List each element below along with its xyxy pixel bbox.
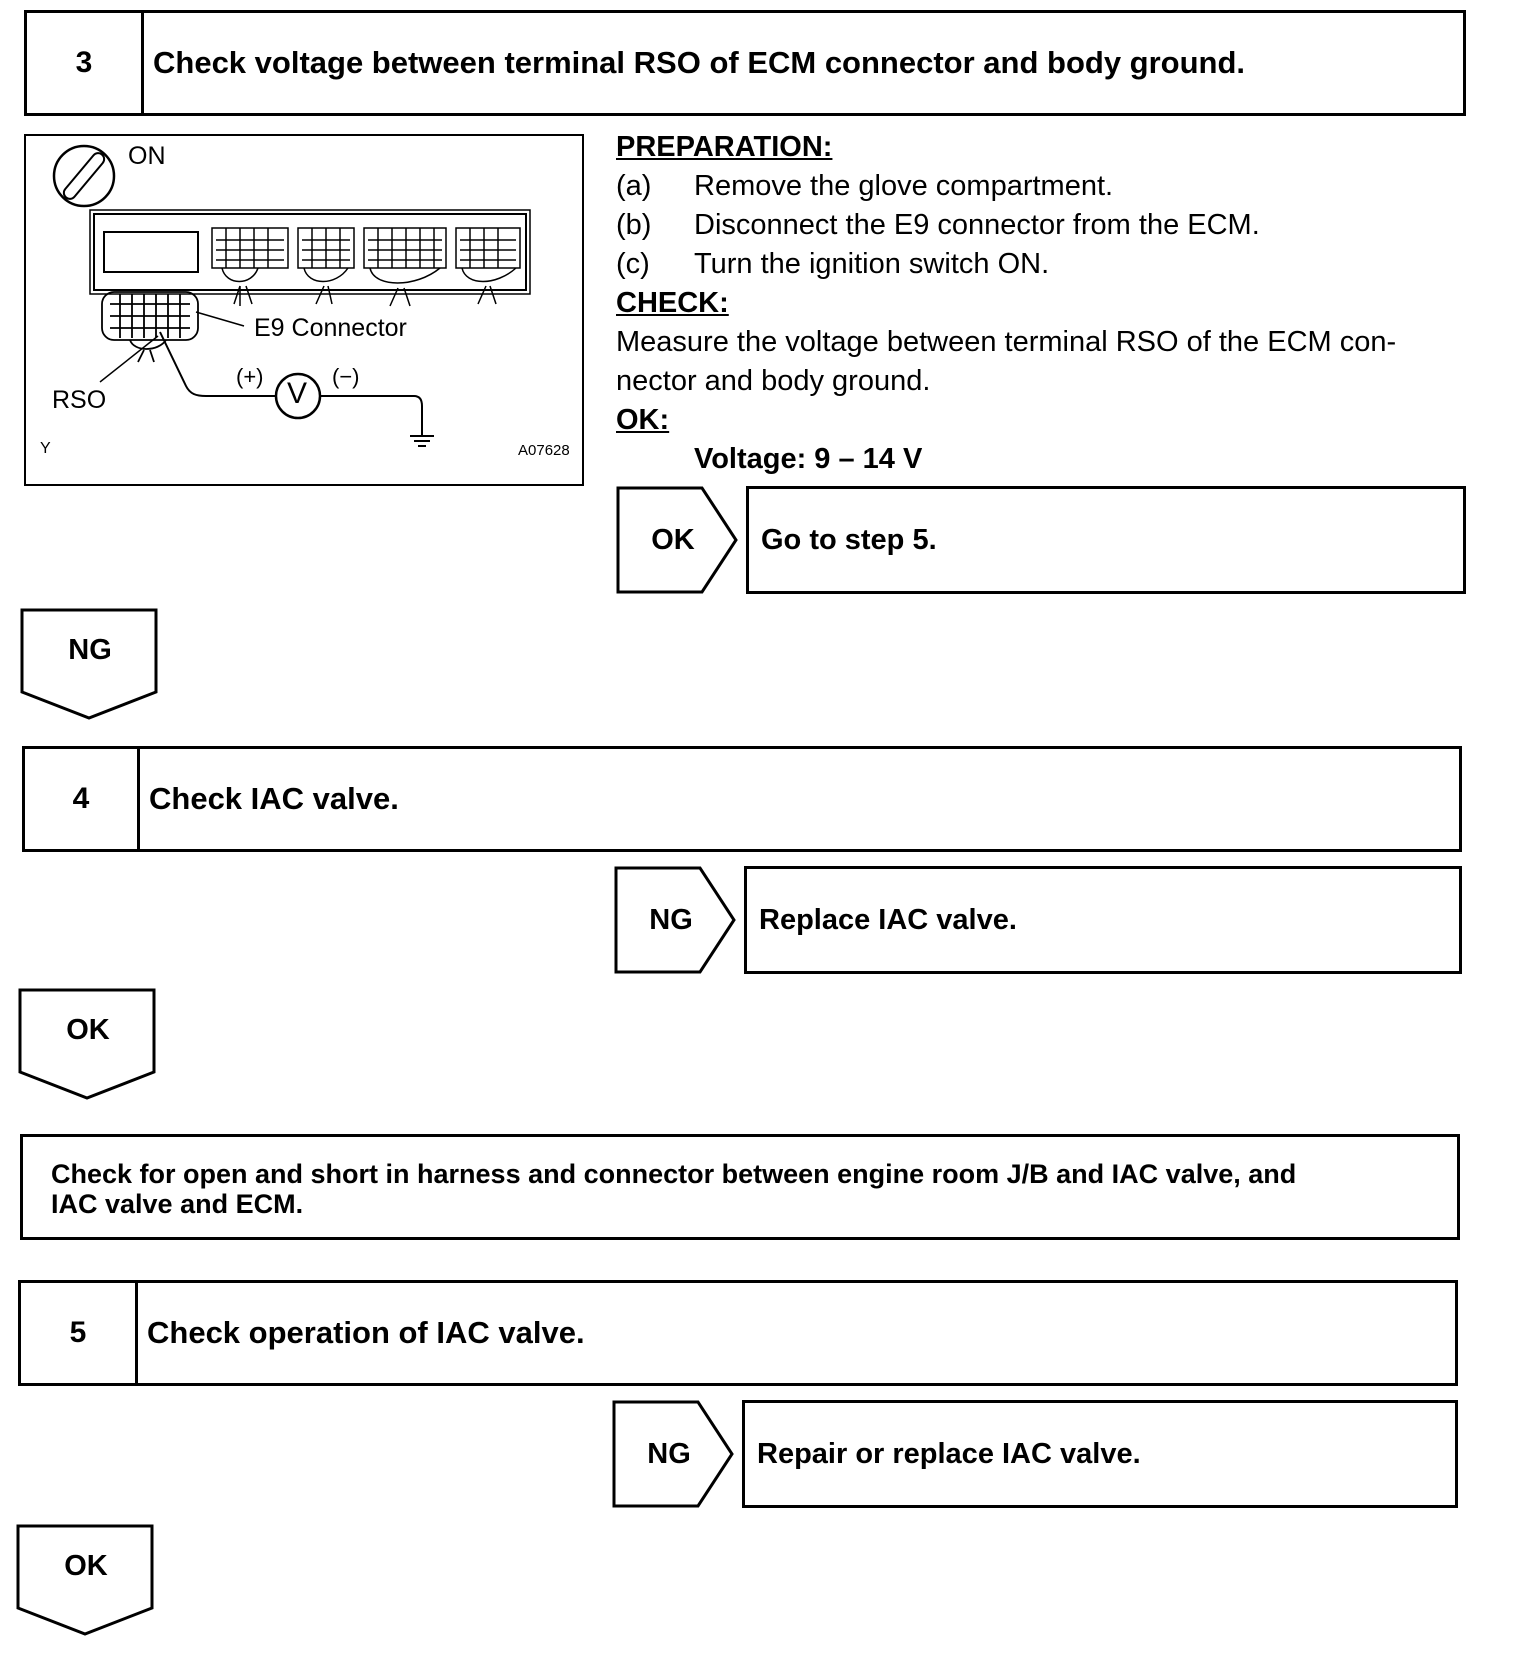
step-3-ng-label: NG — [68, 633, 112, 666]
check-text-line-1: Measure the voltage between terminal RSO of the ECM con- — [616, 326, 1397, 358]
step-5-ng-label: NG — [647, 1437, 691, 1470]
step-5-ok-label: OK — [64, 1549, 108, 1582]
step-4-ng-label: NG — [649, 903, 693, 936]
step-number: 5 — [21, 1283, 138, 1383]
step-title: Check IAC valve. — [149, 781, 399, 816]
check-text-line-2: nector and body ground. — [616, 365, 931, 397]
harness-note-line-1: Check for open and short in harness and connector between engine room J/B and IAC valve, and — [51, 1159, 1297, 1189]
prep-item-a: (a) Remove the glove compartment. — [616, 170, 1114, 202]
step-title: Check voltage between terminal RSO of ECM connector and body ground. — [153, 45, 1246, 80]
plus-probe-label: (+) — [236, 364, 264, 389]
corner-code: Y — [40, 440, 51, 457]
step-number: 3 — [27, 13, 144, 113]
minus-probe-label: (−) — [332, 364, 360, 389]
step-title: Check operation of IAC valve. — [147, 1315, 585, 1350]
step-4-ng-result: Replace IAC valve. — [744, 866, 1462, 974]
harness-note-line-2: IAC valve and ECM. — [51, 1189, 304, 1219]
preparation-heading: PREPARATION: — [616, 131, 833, 163]
prep-item-c: (c) Turn the ignition switch ON. — [616, 248, 1050, 280]
prep-item-b: (b) Disconnect the E9 connector from the ECM. — [616, 209, 1260, 241]
step-3-ok-label: OK — [651, 523, 695, 556]
ok-spec: Voltage: 9 – 14 V — [694, 443, 923, 475]
diagram-drawing — [26, 136, 582, 484]
ignition-key-icon — [54, 146, 114, 206]
step-3-header — [24, 10, 1466, 116]
ground-icon — [410, 436, 434, 446]
wiring-diagram — [24, 134, 584, 486]
step-4-header — [22, 746, 1462, 852]
ignition-on-label: ON — [128, 142, 166, 170]
harness-check-note — [20, 1134, 1460, 1240]
voltmeter-label: V — [287, 377, 308, 410]
ok-heading: OK: — [616, 404, 670, 436]
e9-connector-label: E9 Connector — [254, 314, 407, 342]
figure-id: A07628 — [518, 442, 570, 459]
step-4-ok-label: OK — [66, 1013, 110, 1046]
step-3-ok-result: Go to step 5. — [746, 486, 1466, 594]
rso-terminal-label: RSO — [52, 386, 107, 414]
step-number: 4 — [25, 749, 140, 849]
step-5-ng-result: Repair or replace IAC valve. — [742, 1400, 1458, 1508]
instructions-panel — [616, 128, 1476, 479]
check-heading: CHECK: — [616, 287, 729, 319]
e9-connector — [102, 292, 198, 362]
step-5-header — [18, 1280, 1458, 1386]
